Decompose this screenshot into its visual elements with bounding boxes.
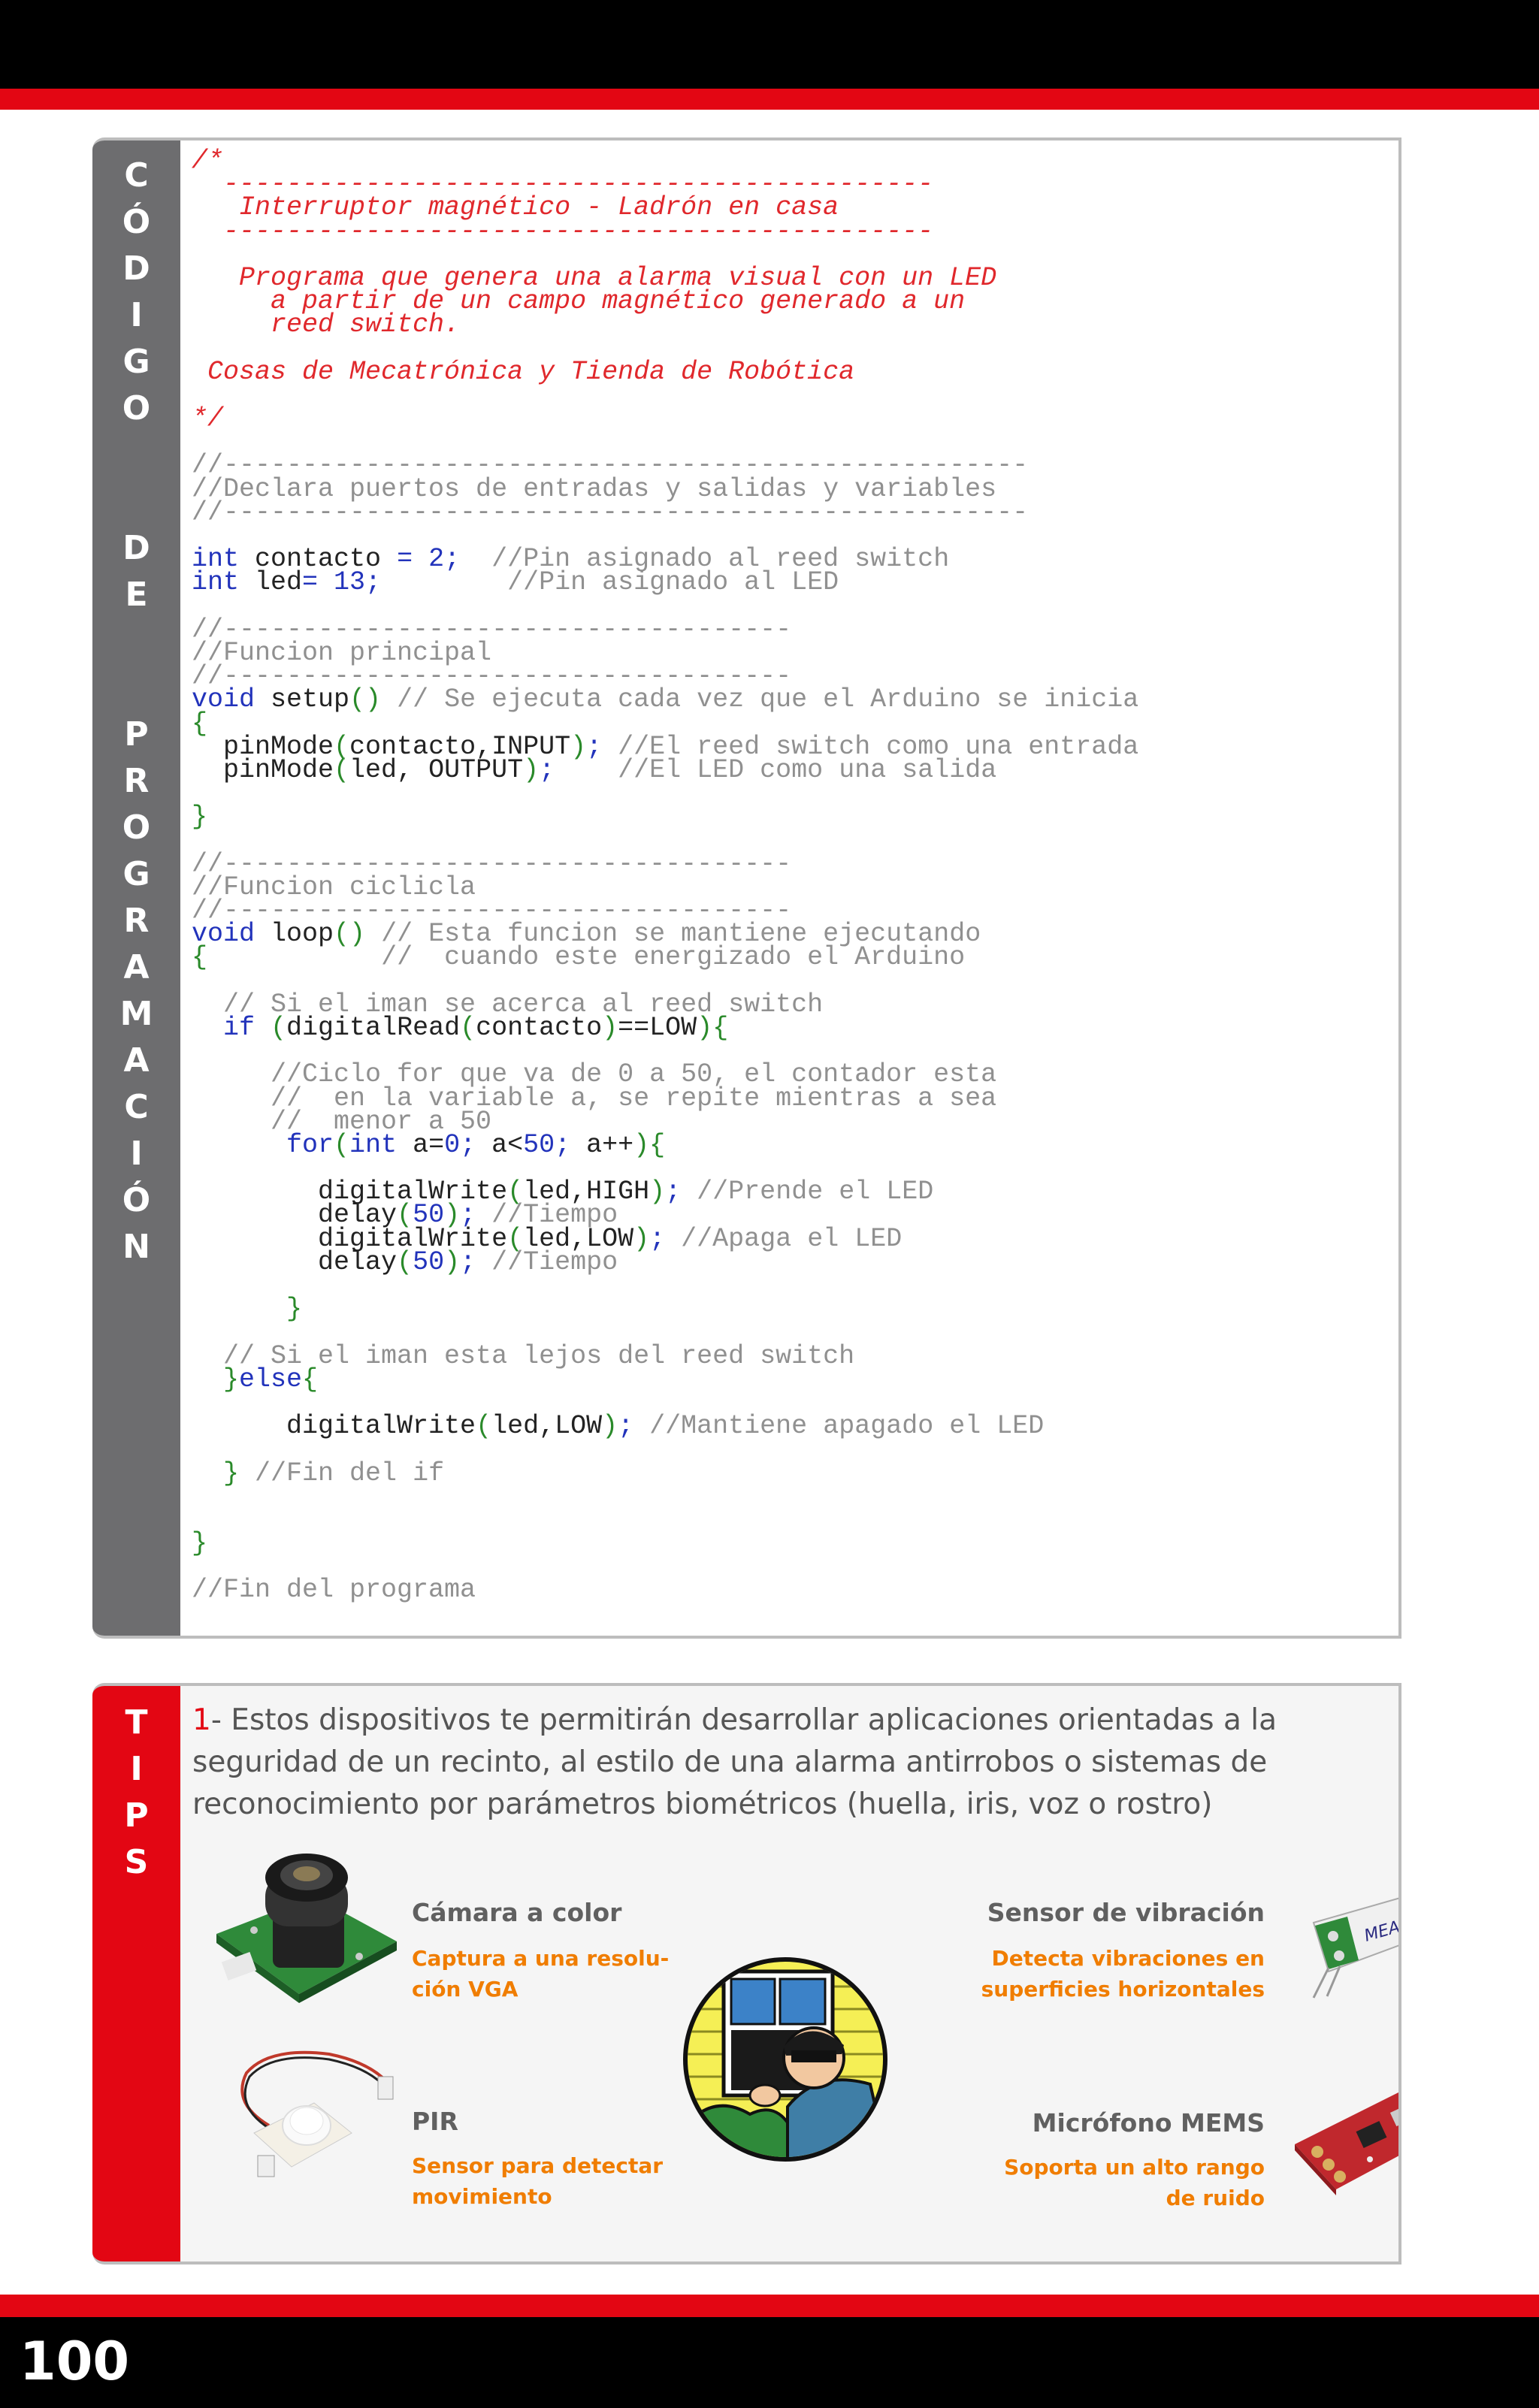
side-letter: E — [125, 576, 148, 614]
side-letter: P — [124, 715, 149, 754]
code-line: delay(50); //Tiempo — [192, 1200, 618, 1231]
side-letter: N — [122, 1228, 150, 1266]
code-line: //------------------------------------ — [192, 614, 792, 645]
side-letter: O — [122, 389, 151, 428]
tip-text: - Estos dispositivos te permitirán desarrollar aplicaciones orientadas a la seguridad de un recinto, al estilo de una alarma antirrobos o sistemas de reconocimiento por parámetros biométricos (huella, iris, voz o rostro) — [192, 1703, 1277, 1821]
side-letter — [92, 618, 180, 665]
tip-number: 1 — [192, 1703, 211, 1737]
vibration-sensor-logo: MEAS — [1362, 1914, 1413, 1946]
code-section-sidebar — [92, 140, 180, 1636]
code-line: Cosas de Mecatrónica y Tienda de Robótica — [192, 356, 855, 387]
code-line — [192, 1274, 1138, 1298]
vibration-description: Detecta vibraciones en superficies horizontales — [981, 1946, 1265, 2002]
footer-band — [0, 2317, 1539, 2408]
code-line: --------------------------------------------- — [192, 169, 934, 200]
code-line: } — [192, 802, 208, 832]
code-line: //Declara puertos de entradas y salidas y variables — [192, 473, 997, 504]
tips-section — [92, 1683, 1413, 2264]
code-line: void setup() // Se ejecuta cada vez que el Arduino se inicia — [192, 684, 1139, 715]
code-line: int contacto = 2; //Pin asignado al reed switch — [192, 544, 950, 575]
side-letter: G — [122, 343, 150, 381]
side-letter — [92, 665, 180, 712]
code-line: //--------------------------------------------------- — [192, 450, 1029, 481]
code-section-side-label — [92, 153, 180, 1270]
side-letter: D — [122, 249, 150, 288]
burglar-illustration — [682, 1956, 888, 2162]
side-letter: I — [130, 1135, 143, 1173]
side-letter: A — [123, 1041, 150, 1080]
code-line: digitalWrite(led,HIGH); //Prende el LED — [192, 1177, 934, 1207]
code-line: // menor a 50 — [192, 1106, 492, 1137]
code-line: //Fin del programa — [192, 1575, 476, 1606]
side-letter — [92, 479, 180, 525]
pir-sensor-image — [224, 2043, 404, 2193]
side-letter: R — [123, 762, 150, 800]
vibration-title: Sensor de vibración — [987, 1898, 1265, 1927]
mems-description: Soporta un alto rango de ruido — [1004, 2155, 1265, 2210]
code-section — [92, 137, 1401, 1639]
code-line: int led= 13; //Pin asignado al LED — [192, 567, 839, 598]
pir-title: PIR — [412, 2107, 458, 2136]
side-letter: I — [130, 1750, 143, 1788]
header-stripe — [0, 89, 1539, 110]
code-line: digitalWrite(led,LOW); //Mantiene apagado el LED — [192, 1411, 1045, 1442]
code-line: delay(50); //Tiempo — [192, 1246, 618, 1277]
mems-microphone-image — [1287, 2069, 1401, 2204]
code-line: a partir de un campo magnético generado a un — [192, 286, 966, 317]
mems-title: Micrófono MEMS — [1032, 2108, 1265, 2138]
code-line: // Si el iman se acerca al reed switch — [192, 989, 824, 1020]
code-line: } //Fin del if — [192, 1458, 445, 1488]
code-line: for(int a=0; a<50; a++){ — [192, 1129, 666, 1160]
footer-stripe — [0, 2295, 1539, 2317]
code-line: digitalWrite(led,LOW); //Apaga el LED — [192, 1223, 903, 1254]
code-line — [192, 1485, 1138, 1509]
side-letter: I — [130, 296, 143, 334]
side-letter: C — [124, 1088, 149, 1126]
side-letter: A — [123, 948, 150, 986]
code-line — [192, 782, 1138, 805]
side-letter: C — [124, 156, 149, 195]
code-line: //------------------------------------ — [192, 848, 792, 879]
side-letter: Ó — [122, 1181, 151, 1219]
code-line: //Funcion ciclicla — [192, 872, 476, 902]
code-line: Programa que genera una alarma visual con un LED — [192, 262, 997, 293]
tips-section-sidebar — [92, 1686, 180, 2261]
code-line: --------------------------------------------- — [192, 216, 934, 246]
side-letter — [92, 432, 180, 479]
side-letter: D — [122, 529, 150, 567]
code-listing — [192, 146, 1139, 1606]
camera-module-image — [209, 1844, 404, 2017]
side-letter: M — [119, 995, 153, 1033]
code-line: //Ciclo for que va de 0 a 50, el contador esta — [192, 1059, 997, 1090]
side-letter: O — [122, 808, 151, 847]
side-letter: P — [124, 1796, 149, 1835]
code-line: { — [192, 708, 208, 739]
code-line: //--------------------------------------------------- — [192, 497, 1029, 527]
side-letter: S — [124, 1843, 149, 1881]
code-line: Interruptor magnético - Ladrón en casa — [192, 192, 839, 223]
code-line: void loop() // Esta funcion se mantiene ejecutando — [192, 919, 981, 950]
vibration-sensor-image — [1284, 1878, 1413, 2002]
code-line — [192, 1509, 1138, 1532]
code-line: }else{ — [192, 1364, 319, 1394]
side-letter: T — [125, 1703, 148, 1742]
side-letter: R — [123, 902, 150, 940]
code-line: } — [192, 1528, 208, 1559]
code-line: } — [192, 1294, 303, 1325]
code-line: // Si el iman esta lejos del reed switch — [192, 1340, 855, 1371]
tip-paragraph — [192, 1699, 1380, 1826]
pir-description: Sensor para detectar movimiento — [412, 2153, 664, 2209]
header-band — [0, 0, 1539, 89]
code-line: // en la variable a, se repite mientras a sea — [192, 1083, 997, 1113]
code-line: /* — [192, 146, 224, 176]
code-line: */ — [192, 403, 224, 434]
code-line: //Funcion principal — [192, 637, 492, 668]
tips-section-side-label — [92, 1699, 180, 1886]
code-line: pinMode(led, OUTPUT); //El LED como una salida — [192, 754, 997, 785]
camera-description: Captura a una resolu- ción VGA — [412, 1946, 670, 2002]
code-line: pinMode(contacto,INPUT); //El reed switch como una entrada — [192, 731, 1139, 762]
code-line: reed switch. — [192, 310, 461, 340]
code-line — [192, 384, 1138, 407]
code-line: { // cuando este energizado el Arduino — [192, 942, 966, 973]
side-letter: Ó — [122, 203, 151, 241]
code-line: //------------------------------------ — [192, 896, 792, 926]
camera-title: Cámara a color — [412, 1898, 622, 1927]
code-line: //------------------------------------ — [192, 661, 792, 692]
page-number: 100 — [20, 2331, 130, 2392]
side-letter: G — [122, 855, 150, 893]
code-line: if (digitalRead(contacto)==LOW){ — [192, 1012, 729, 1043]
